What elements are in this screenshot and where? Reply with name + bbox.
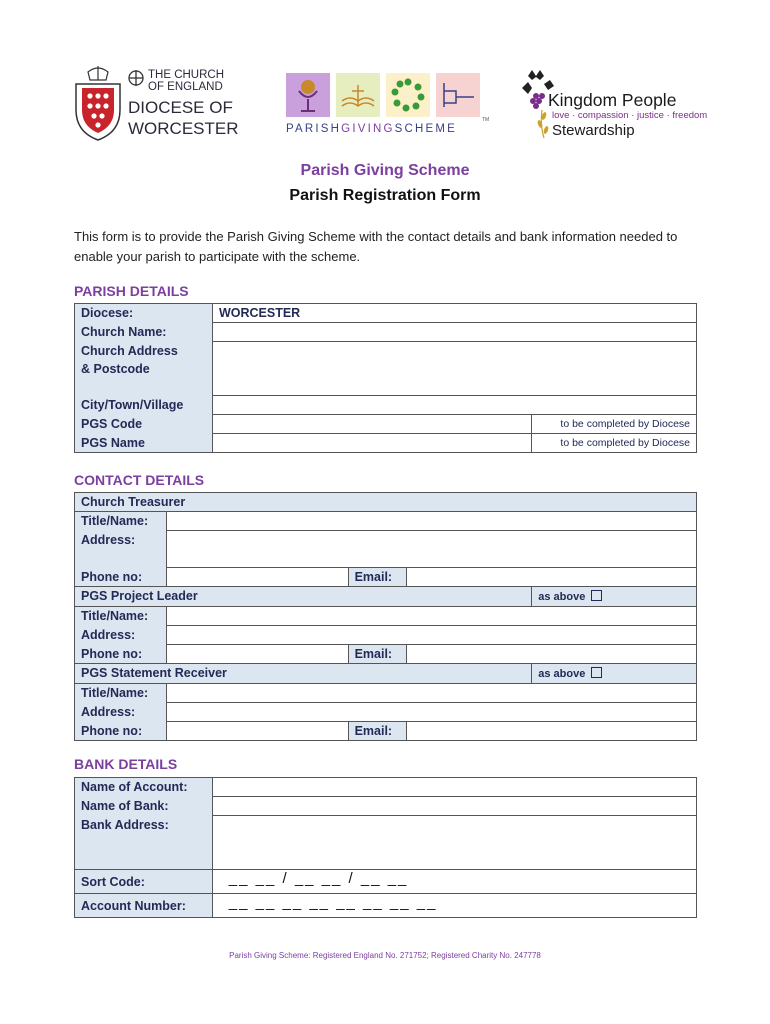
receiver-phone-label: Phone no: [75, 722, 167, 741]
pgs-code-label: PGS Code [75, 415, 213, 434]
church-name-field[interactable] [212, 323, 696, 342]
diocese-label: Diocese: [75, 304, 213, 323]
parish-details-table [74, 303, 697, 453]
treasurer-address-field[interactable] [166, 531, 696, 568]
treasurer-email-field[interactable] [406, 568, 696, 587]
circle-of-people-icon [386, 73, 430, 117]
trademark: TM [482, 117, 490, 123]
church-plan-icon [436, 73, 480, 117]
treasurer-name-field[interactable] [166, 512, 696, 531]
receiver-email-label: Email: [348, 722, 406, 741]
church-address-label-line-2: & Postcode [81, 361, 150, 376]
account-number-blanks: __ __ __ __ __ __ __ __ [228, 894, 438, 911]
account-name-label: Name of Account: [75, 778, 213, 797]
receiver-as-above-checkbox[interactable] [591, 667, 602, 678]
account-number-field[interactable] [212, 894, 696, 918]
intro-text: This form is to provide the Parish Giving Scheme with the contact details and bank information needed to enable your parish to participate with the scheme. [74, 229, 678, 264]
bank-details-heading: BANK DETAILS [74, 756, 178, 772]
bank-details-table [74, 777, 697, 918]
pgs-wordmark [286, 123, 457, 135]
church-address-label-line-1: Church Address [81, 343, 178, 358]
receiver-name-field[interactable] [166, 684, 696, 703]
city-label: City/Town/Village [75, 396, 213, 415]
leader-name-field[interactable] [166, 607, 696, 626]
receiver-address-label: Address: [75, 703, 167, 722]
treasurer-heading: Church Treasurer [75, 493, 697, 512]
sort-code-field[interactable] [212, 870, 696, 894]
church-address-field[interactable] [212, 342, 696, 396]
diocese-line-2: WORCESTER [128, 119, 239, 138]
kingdom-people-logo [514, 66, 714, 142]
treasurer-phone-label: Phone no: [75, 568, 167, 587]
church-address-label [75, 342, 213, 396]
leader-address-field[interactable] [166, 626, 696, 645]
book-icon [336, 73, 380, 117]
cofe-line-2: OF ENGLAND [148, 81, 223, 93]
treasurer-email-label: Email: [348, 568, 406, 587]
pgs-word-giving: GIVING [341, 123, 395, 135]
receiver-email-field[interactable] [406, 722, 696, 741]
church-name-label: Church Name: [75, 323, 213, 342]
bank-name-field[interactable] [212, 797, 696, 816]
sort-code-blanks: __ __ / __ __ / __ __ [228, 870, 409, 887]
pgs-word-scheme: SCHEME [394, 123, 458, 135]
pgs-name-note: to be completed by Diocese [532, 434, 697, 453]
leader-as-above[interactable] [532, 587, 697, 607]
diocese-line-1: DIOCESE OF [128, 98, 233, 117]
pgs-name-label: PGS Name [75, 434, 213, 453]
bank-address-label: Bank Address: [75, 816, 213, 870]
diocese-logo [70, 64, 250, 144]
project-leader-heading: PGS Project Leader [75, 587, 532, 607]
cross-icon [128, 68, 144, 88]
sort-code-label: Sort Code: [75, 870, 213, 894]
treasurer-phone-field[interactable] [166, 568, 348, 587]
pgs-name-field[interactable] [212, 434, 531, 453]
cofe-line-1: THE CHURCH [148, 69, 225, 81]
diocese-field[interactable]: WORCESTER [212, 304, 696, 323]
receiver-address-field[interactable] [166, 703, 696, 722]
bank-name-label: Name of Bank: [75, 797, 213, 816]
kp-stewardship: Stewardship [552, 122, 635, 139]
contact-details-heading: CONTACT DETAILS [74, 472, 205, 488]
pgs-word-parish: PARISH [286, 123, 342, 135]
leader-phone-label: Phone no: [75, 645, 167, 664]
city-field[interactable] [212, 396, 696, 415]
leader-phone-field[interactable] [166, 645, 348, 664]
leader-email-label: Email: [348, 645, 406, 664]
bank-address-field[interactable] [212, 816, 696, 870]
leader-as-above-label: as above [538, 591, 586, 603]
leader-title-label: Title/Name: [75, 607, 167, 626]
leader-address-label: Address: [75, 626, 167, 645]
pgs-code-note: to be completed by Diocese [532, 415, 697, 434]
page-title: Parish Giving Scheme [300, 162, 470, 179]
contact-details-table [74, 492, 697, 741]
footer-registration: Parish Giving Scheme: Registered England No. 271752; Registered Charity No. 247778 [229, 951, 541, 960]
kp-tagline: love · compassion · justice · freedom [552, 110, 708, 121]
leader-email-field[interactable] [406, 645, 696, 664]
receiver-as-above[interactable] [532, 664, 697, 684]
account-name-field[interactable] [212, 778, 696, 797]
chalice-icon [286, 73, 330, 117]
account-number-label: Account Number: [75, 894, 213, 918]
form-title: Parish Registration Form [289, 187, 481, 204]
parish-details-heading: PARISH DETAILS [74, 283, 189, 299]
statement-receiver-heading: PGS Statement Receiver [75, 664, 532, 684]
pgs-code-field[interactable] [212, 415, 531, 434]
pgs-logo [282, 73, 494, 137]
kp-title: Kingdom People [548, 90, 677, 110]
treasurer-title-label: Title/Name: [75, 512, 167, 531]
receiver-as-above-label: as above [538, 668, 586, 680]
receiver-phone-field[interactable] [166, 722, 348, 741]
leader-as-above-checkbox[interactable] [591, 590, 602, 601]
receiver-title-label: Title/Name: [75, 684, 167, 703]
diocese-crest-icon [70, 66, 126, 142]
treasurer-address-label: Address: [75, 531, 167, 568]
